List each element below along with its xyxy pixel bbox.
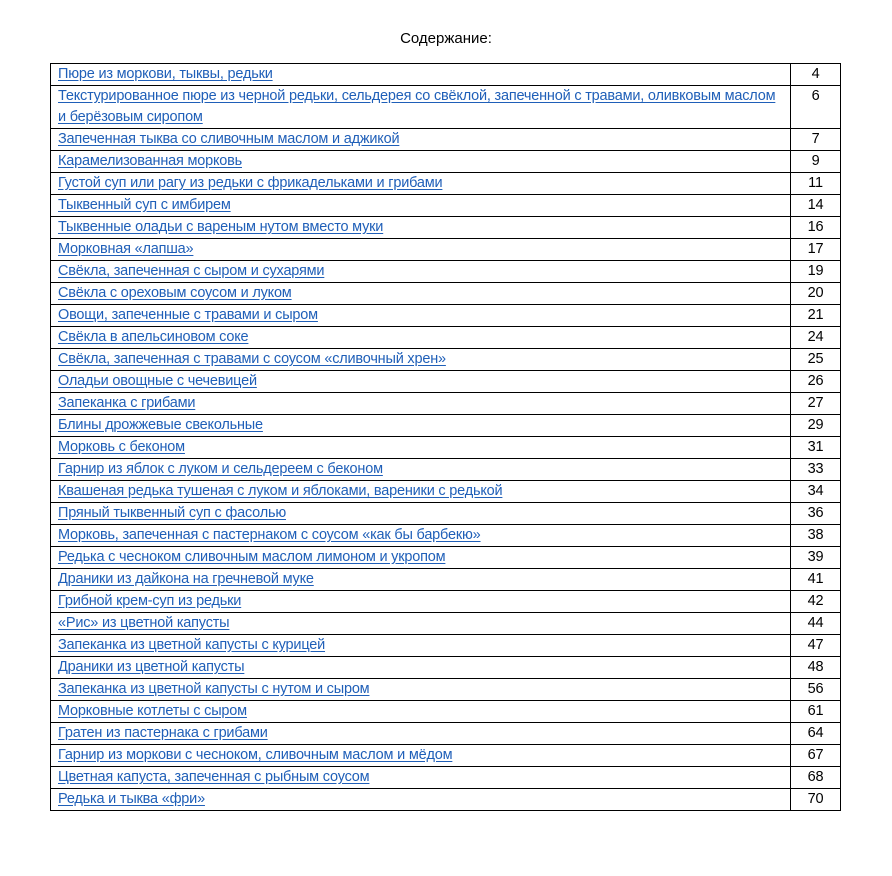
toc-title-cell <box>51 129 791 151</box>
toc-page-number: 4 <box>791 64 841 86</box>
toc-title-cell <box>51 569 791 591</box>
toc-title-cell <box>51 635 791 657</box>
toc-title-cell <box>51 723 791 745</box>
toc-link[interactable]: Свёкла в апельсиновом соке <box>58 329 249 345</box>
toc-page-number: 6 <box>791 86 841 129</box>
toc-row <box>51 437 841 459</box>
toc-row <box>51 569 841 591</box>
toc-title-cell <box>51 86 791 129</box>
toc-link[interactable]: Драники из цветной капусты <box>58 659 245 675</box>
toc-title-cell <box>51 349 791 371</box>
toc-link[interactable]: Запеканка с грибами <box>58 395 196 411</box>
toc-row <box>51 195 841 217</box>
toc-row <box>51 547 841 569</box>
toc-page-number: 44 <box>791 613 841 635</box>
toc-link[interactable]: Густой суп или рагу из редьки с фрикадельками и грибами <box>58 175 443 191</box>
toc-page-number: 9 <box>791 151 841 173</box>
toc-row <box>51 217 841 239</box>
toc-heading: Содержание: <box>400 30 492 47</box>
toc-row <box>51 393 841 415</box>
toc-title-cell <box>51 503 791 525</box>
toc-row <box>51 701 841 723</box>
toc-row <box>51 129 841 151</box>
toc-row <box>51 261 841 283</box>
toc-page-number: 20 <box>791 283 841 305</box>
toc-title-cell <box>51 679 791 701</box>
toc-title-cell <box>51 657 791 679</box>
toc-link[interactable]: Свёкла, запеченная с травами с соусом «сливочный хрен» <box>58 351 446 367</box>
toc-page-number: 38 <box>791 525 841 547</box>
toc-link[interactable]: Гарнир из моркови с чесноком, сливочным маслом и мёдом <box>58 747 453 763</box>
toc-title-cell <box>51 437 791 459</box>
toc-title-cell <box>51 767 791 789</box>
toc-link[interactable]: Тыквенный суп с имбирем <box>58 197 231 213</box>
toc-row <box>51 767 841 789</box>
toc-row <box>51 723 841 745</box>
toc-row <box>51 525 841 547</box>
toc-link[interactable]: Грибной крем-суп из редьки <box>58 593 242 609</box>
toc-title-cell <box>51 745 791 767</box>
toc-title-cell <box>51 371 791 393</box>
toc-page-number: 14 <box>791 195 841 217</box>
toc-link[interactable]: Овощи, запеченные с травами и сыром <box>58 307 318 323</box>
toc-page-number: 48 <box>791 657 841 679</box>
toc-row <box>51 789 841 811</box>
toc-row <box>51 459 841 481</box>
toc-row <box>51 86 841 129</box>
toc-page-number: 67 <box>791 745 841 767</box>
toc-title-cell <box>51 239 791 261</box>
toc-link[interactable]: Карамелизованная морковь <box>58 153 242 169</box>
toc-row <box>51 481 841 503</box>
toc-page-number: 47 <box>791 635 841 657</box>
toc-title-cell <box>51 525 791 547</box>
toc-title-cell <box>51 591 791 613</box>
toc-row <box>51 64 841 86</box>
toc-link[interactable]: Редька с чесноком сливочным маслом лимоном и укропом <box>58 549 446 565</box>
toc-page-number: 24 <box>791 327 841 349</box>
toc-page-number: 39 <box>791 547 841 569</box>
toc-row <box>51 283 841 305</box>
toc-table <box>50 63 841 811</box>
toc-link[interactable]: Гарнир из яблок с луком и сельдереем с беконом <box>58 461 383 477</box>
toc-page-number: 64 <box>791 723 841 745</box>
toc-row <box>51 239 841 261</box>
toc-page-number: 7 <box>791 129 841 151</box>
toc-title-cell <box>51 415 791 437</box>
toc-title-cell <box>51 151 791 173</box>
toc-page-number: 29 <box>791 415 841 437</box>
toc-page-number: 27 <box>791 393 841 415</box>
toc-row <box>51 327 841 349</box>
toc-title-cell <box>51 283 791 305</box>
toc-link[interactable]: Запеканка из цветной капусты с нутом и сыром <box>58 681 370 697</box>
toc-title-cell <box>51 327 791 349</box>
toc-row <box>51 657 841 679</box>
toc-link[interactable]: Запеченная тыква со сливочным маслом и аджикой <box>58 131 400 147</box>
toc-page-number: 31 <box>791 437 841 459</box>
toc-title-cell <box>51 481 791 503</box>
toc-row <box>51 745 841 767</box>
toc-link[interactable]: Гратен из пастернака с грибами <box>58 725 268 741</box>
toc-page-number: 42 <box>791 591 841 613</box>
toc-row <box>51 679 841 701</box>
toc-row <box>51 349 841 371</box>
toc-title-cell <box>51 173 791 195</box>
toc-link[interactable]: Пряный тыквенный суп с фасолью <box>58 505 287 521</box>
toc-title-cell <box>51 547 791 569</box>
toc-page-number: 17 <box>791 239 841 261</box>
toc-page-number: 56 <box>791 679 841 701</box>
toc-link[interactable]: Свёкла с ореховым соусом и луком <box>58 285 292 301</box>
toc-row <box>51 371 841 393</box>
toc-page-number: 61 <box>791 701 841 723</box>
toc-link[interactable]: Драники из дайкона на гречневой муке <box>58 571 314 587</box>
toc-link[interactable]: Редька и тыква «фри» <box>58 791 205 807</box>
toc-link[interactable]: Цветная капуста, запеченная с рыбным соусом <box>58 769 370 785</box>
toc-title-cell <box>51 217 791 239</box>
toc-link[interactable]: Оладьи овощные с чечевицей <box>58 373 257 389</box>
toc-page-number: 68 <box>791 767 841 789</box>
toc-link[interactable]: Пюре из моркови, тыквы, редьки <box>58 66 273 82</box>
toc-row <box>51 173 841 195</box>
toc-page-number: 33 <box>791 459 841 481</box>
toc-row <box>51 151 841 173</box>
toc-title-cell <box>51 789 791 811</box>
toc-link[interactable]: Свёкла, запеченная с сыром и сухарями <box>58 263 325 279</box>
toc-link[interactable]: Текстурированное пюре из черной редьки, сельдерея со свёклой, запеченной с травами, оливковым маслом и берёзовым сиропом <box>58 88 776 125</box>
toc-title-cell <box>51 305 791 327</box>
toc-link[interactable]: Морковные котлеты с сыром <box>58 703 247 719</box>
toc-title-cell <box>51 64 791 86</box>
toc-link[interactable]: Морковь, запеченная с пастернаком с соусом «как бы барбекю» <box>58 527 481 543</box>
toc-title-cell <box>51 701 791 723</box>
toc-title-cell <box>51 613 791 635</box>
toc-row <box>51 305 841 327</box>
toc-link[interactable]: «Рис» из цветной капусты <box>58 615 230 631</box>
toc-row <box>51 635 841 657</box>
toc-row <box>51 591 841 613</box>
toc-page-number: 26 <box>791 371 841 393</box>
toc-page-number: 11 <box>791 173 841 195</box>
toc-title-cell <box>51 393 791 415</box>
toc-link[interactable]: Тыквенные оладьи с вареным нутом вместо муки <box>58 219 384 235</box>
toc-page-number: 16 <box>791 217 841 239</box>
toc-link[interactable]: Квашеная редька тушеная с луком и яблоками, вареники с редькой <box>58 483 503 499</box>
toc-row <box>51 613 841 635</box>
toc-link[interactable]: Морковная «лапша» <box>58 241 194 257</box>
toc-page-number: 34 <box>791 481 841 503</box>
toc-page-number: 21 <box>791 305 841 327</box>
toc-title-cell <box>51 459 791 481</box>
toc-row <box>51 415 841 437</box>
toc-page-number: 25 <box>791 349 841 371</box>
toc-link[interactable]: Запеканка из цветной капусты с курицей <box>58 637 326 653</box>
toc-page-number: 70 <box>791 789 841 811</box>
toc-title-cell <box>51 195 791 217</box>
toc-link[interactable]: Морковь с беконом <box>58 439 185 455</box>
toc-link[interactable]: Блины дрожжевые свекольные <box>58 417 263 433</box>
toc-page-number: 36 <box>791 503 841 525</box>
toc-page-number: 19 <box>791 261 841 283</box>
toc-title-cell <box>51 261 791 283</box>
toc-row <box>51 503 841 525</box>
toc-page-number: 41 <box>791 569 841 591</box>
